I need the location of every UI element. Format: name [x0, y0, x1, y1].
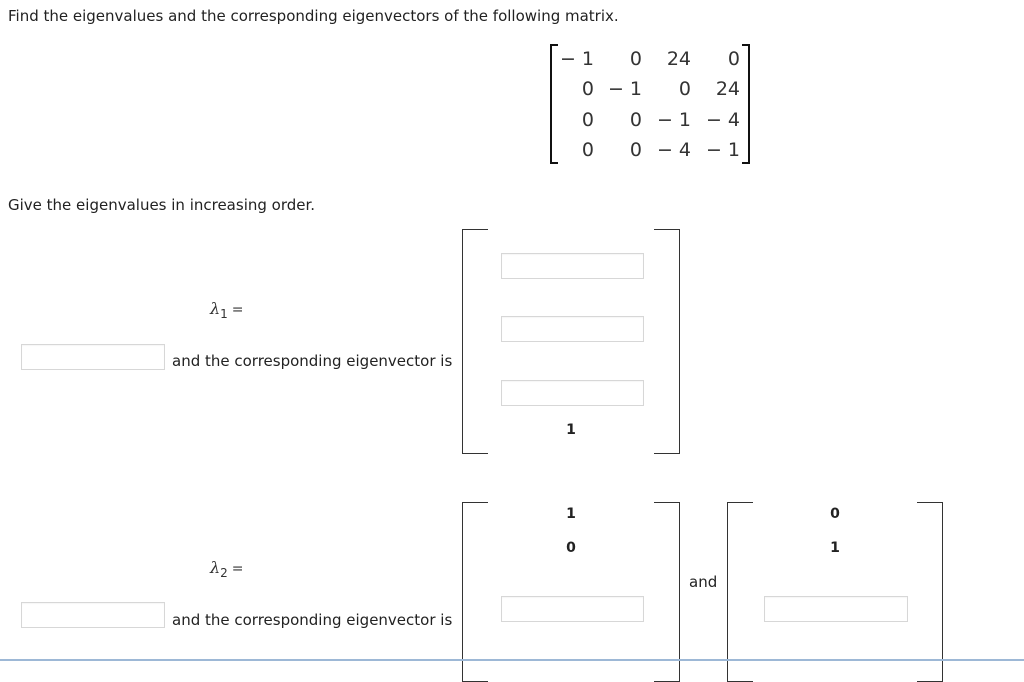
matrix-cell-r4c3: − 4 [656, 139, 691, 161]
matrix-bracket-right [742, 44, 750, 164]
eigenvector-2-label: and the corresponding eigenvector is [172, 611, 453, 629]
vector-2b-bracket-left [727, 502, 753, 682]
eigenvector-2b-entry-3[interactable] [764, 596, 908, 622]
eigenvector-2a-entry-1: 1 [566, 506, 576, 522]
matrix-cell-r2c2: − 1 [607, 78, 642, 100]
eigenvector-1-entry-1[interactable] [501, 253, 644, 279]
lambda-2-input[interactable] [21, 602, 165, 628]
eigenvector-1-label: and the corresponding eigenvector is [172, 352, 453, 370]
lambda-symbol: λ [210, 558, 221, 577]
matrix-cell-r1c2: 0 [629, 48, 642, 70]
lambda-2-label [210, 558, 244, 580]
eigenvector-2b-entry-1: 0 [830, 506, 840, 522]
vector-2a-bracket-right [654, 502, 680, 682]
eigenvector-2b-entry-2: 1 [830, 540, 840, 556]
matrix-cell-r4c4: − 1 [705, 139, 740, 161]
matrix-cell-r3c1: 0 [581, 109, 594, 131]
eigenvector-2a-entry-3[interactable] [501, 596, 644, 622]
matrix-cell-r4c1: 0 [581, 139, 594, 161]
lambda-index: 1 [220, 307, 228, 322]
matrix-cell-r3c2: 0 [629, 109, 642, 131]
lambda-index: 2 [220, 566, 228, 581]
matrix-cell-r4c2: 0 [629, 139, 642, 161]
matrix-cell-r3c4: − 4 [705, 109, 740, 131]
vector-2b-bracket-right [917, 502, 943, 682]
eigenvector-2a-entry-2: 0 [566, 540, 576, 556]
matrix-cell-r2c4: 24 [715, 78, 740, 100]
eigenvector-1-entry-2[interactable] [501, 316, 644, 342]
equals-sign: = [231, 302, 244, 318]
matrix-cell-r3c3: − 1 [656, 109, 691, 131]
and-connector: and [689, 573, 718, 591]
equals-sign: = [231, 561, 244, 577]
lambda-1-input[interactable] [21, 344, 165, 370]
vector-1-bracket-left [462, 229, 488, 454]
matrix-cell-r2c1: 0 [581, 78, 594, 100]
lambda-1-label [210, 299, 244, 321]
eigenvector-1-entry-3[interactable] [501, 380, 644, 406]
matrix-cell-r1c4: 0 [727, 48, 740, 70]
order-instruction: Give the eigenvalues in increasing order. [8, 196, 316, 214]
matrix-cell-r1c3: 24 [666, 48, 691, 70]
matrix-cell-r1c1: − 1 [559, 48, 594, 70]
eigenvector-1-entry-4: 1 [566, 422, 576, 438]
lambda-symbol: λ [210, 299, 221, 318]
vector-1-bracket-right [654, 229, 680, 454]
vector-2a-bracket-left [462, 502, 488, 682]
question-prompt: Find the eigenvalues and the corresponding eigenvectors of the following matrix. [8, 7, 619, 25]
matrix-cell-r2c3: 0 [678, 78, 691, 100]
